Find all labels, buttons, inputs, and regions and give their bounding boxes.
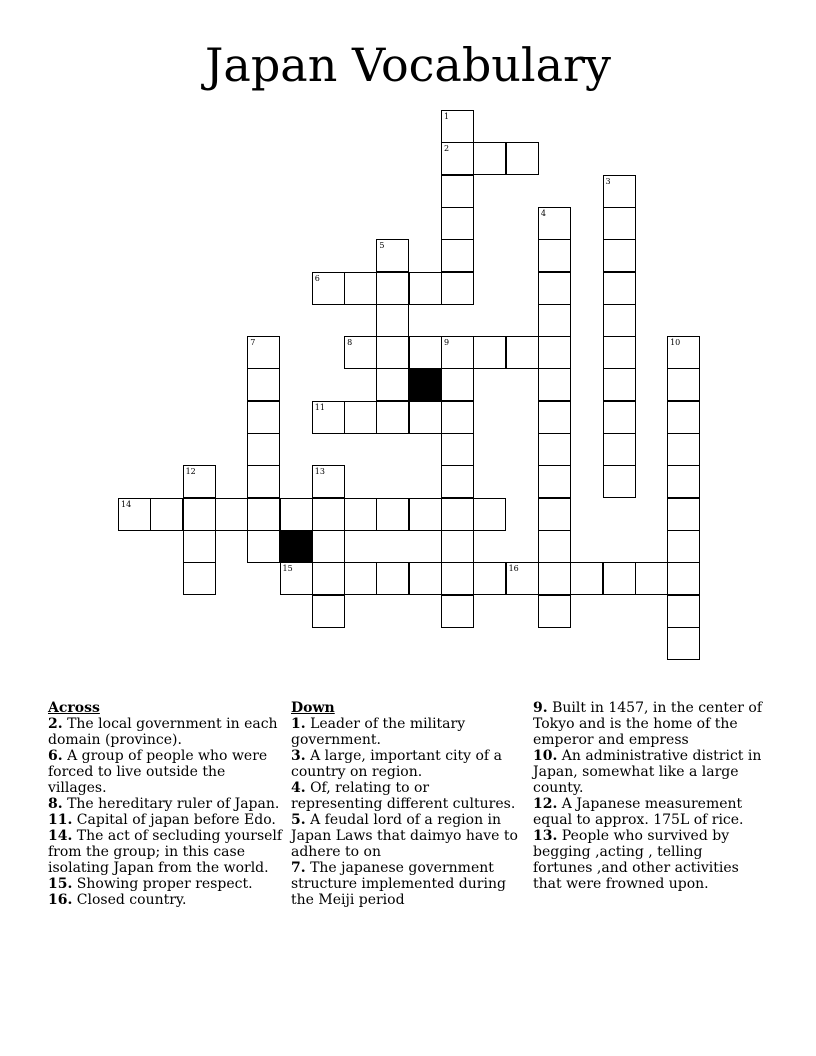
grid-cell[interactable] [409, 562, 442, 595]
grid-cell[interactable] [603, 336, 636, 369]
grid-cell[interactable] [312, 401, 345, 434]
grid-cell[interactable] [247, 336, 280, 369]
grid-cell[interactable] [538, 304, 571, 337]
clue-number: 16 [508, 564, 519, 574]
grid-cell[interactable] [441, 272, 474, 305]
clue-text: A feudal lord of a region in Japan Laws that daimyo have to adhere to on [291, 812, 518, 860]
grid-cell[interactable] [344, 272, 377, 305]
clue-number: 9 [444, 338, 450, 348]
grid-cell[interactable] [409, 401, 442, 434]
grid-cell[interactable] [538, 401, 571, 434]
clue-item [48, 716, 284, 748]
grid-cell[interactable] [247, 465, 280, 498]
grid-cell[interactable] [215, 498, 248, 531]
grid-cell[interactable] [667, 401, 700, 434]
grid-cell[interactable] [603, 368, 636, 401]
clue-number-label: 7. [291, 860, 306, 876]
grid-cell[interactable] [603, 465, 636, 498]
grid-cell[interactable] [312, 562, 345, 595]
clue-number: 15 [282, 564, 293, 574]
clue-text: The act of secluding yourself from the group; in this case isolating Japan from the world. [48, 828, 283, 876]
clue-number-label: 5. [291, 812, 306, 828]
grid-cell[interactable] [183, 530, 216, 563]
grid-cell[interactable] [603, 433, 636, 466]
grid-cell[interactable] [570, 562, 603, 595]
grid-cell[interactable] [603, 175, 636, 208]
clue-item [48, 892, 284, 908]
clue-number-label: 10. [533, 748, 558, 764]
clue-number-label: 12. [533, 796, 558, 812]
clue-number: 2 [444, 144, 450, 154]
clue-number-label: 4. [291, 780, 306, 796]
grid-cell[interactable] [538, 207, 571, 240]
clue-number: 6 [314, 273, 320, 283]
grid-cell[interactable] [667, 627, 700, 660]
clue-text: Showing proper respect. [72, 876, 253, 892]
down-clues [291, 700, 523, 908]
grid-cell[interactable] [667, 562, 700, 595]
clue-item [533, 828, 765, 892]
clue-text: The hereditary ruler of Japan. [62, 796, 280, 812]
clue-number: 7 [250, 338, 256, 348]
grid-cell[interactable] [506, 562, 539, 595]
clue-text: Of, relating to or representing different cultures. [291, 780, 516, 812]
clue-number: 14 [121, 499, 132, 509]
grid-cell[interactable] [441, 368, 474, 401]
clue-item [291, 748, 523, 780]
grid-cell[interactable] [538, 433, 571, 466]
grid-cell[interactable] [312, 498, 345, 531]
grid-cell[interactable] [183, 562, 216, 595]
black-square [409, 368, 442, 401]
grid-cell[interactable] [376, 272, 409, 305]
grid-cell[interactable] [667, 595, 700, 628]
clue-item [48, 828, 284, 876]
grid-cell[interactable] [312, 465, 345, 498]
grid-cell[interactable] [538, 562, 571, 595]
clue-text: Leader of the military government. [291, 716, 466, 748]
clue-text: Closed country. [72, 892, 187, 908]
grid-cell[interactable] [603, 304, 636, 337]
grid-cell[interactable] [150, 498, 183, 531]
clue-number: 12 [185, 467, 196, 477]
clue-number: 3 [605, 176, 611, 186]
across-heading: Across [48, 700, 100, 716]
grid-cell[interactable] [473, 498, 506, 531]
grid-cell[interactable] [376, 401, 409, 434]
clue-number-label: 9. [533, 700, 548, 716]
clue-number: 1 [444, 112, 450, 121]
grid-cell[interactable] [441, 465, 474, 498]
clue-item [533, 748, 765, 796]
clue-text: Built in 1457, in the center of Tokyo and is the home of the emperor and empress [533, 700, 763, 748]
grid-cell[interactable] [603, 272, 636, 305]
clue-number-label: 2. [48, 716, 63, 732]
grid-cell[interactable] [473, 562, 506, 595]
clue-item [48, 748, 284, 796]
grid-cell[interactable] [667, 336, 700, 369]
grid-cell[interactable] [183, 465, 216, 498]
clue-number: 5 [379, 241, 385, 251]
black-square [280, 530, 313, 563]
grid-cell[interactable] [441, 401, 474, 434]
grid-cell[interactable] [667, 433, 700, 466]
clue-number-label: 16. [48, 892, 73, 908]
grid-cell[interactable] [538, 465, 571, 498]
grid-cell[interactable] [441, 562, 474, 595]
grid-cell[interactable] [409, 272, 442, 305]
clue-number-label: 3. [291, 748, 306, 764]
clue-item [48, 812, 284, 828]
grid-cell[interactable] [506, 336, 539, 369]
grid-cell[interactable] [473, 336, 506, 369]
grid-cell[interactable] [441, 336, 474, 369]
grid-cell[interactable] [538, 498, 571, 531]
clue-number-label: 1. [291, 716, 306, 732]
grid-cell[interactable] [280, 562, 313, 595]
grid-cell[interactable] [441, 142, 474, 175]
clue-text: A group of people who were forced to live outside the villages. [48, 748, 268, 796]
clue-item [291, 812, 523, 860]
grid-cell[interactable] [538, 239, 571, 272]
grid-cell[interactable] [635, 562, 668, 595]
clue-item [291, 780, 523, 812]
grid-cell[interactable] [344, 401, 377, 434]
grid-cell[interactable] [247, 530, 280, 563]
clue-text: The local government in each domain (province). [48, 716, 278, 748]
grid-cell[interactable] [603, 207, 636, 240]
grid-cell[interactable] [441, 530, 474, 563]
grid-cell[interactable] [409, 498, 442, 531]
grid-cell[interactable] [312, 595, 345, 628]
grid-cell[interactable] [376, 368, 409, 401]
grid-cell[interactable] [667, 465, 700, 498]
grid-cell[interactable] [312, 272, 345, 305]
grid-cell[interactable] [441, 207, 474, 240]
grid-cell[interactable] [409, 336, 442, 369]
clue-text: People who survived by begging ,acting , telling fortunes ,and other activities that were frowned upon. [533, 828, 739, 892]
grid-cell[interactable] [376, 498, 409, 531]
grid-cell[interactable] [247, 498, 280, 531]
grid-cell[interactable] [247, 401, 280, 434]
grid-cell[interactable] [247, 368, 280, 401]
grid-cell[interactable] [603, 239, 636, 272]
grid-cell[interactable] [441, 498, 474, 531]
clue-text: A Japanese measurement equal to approx. 175L of rice. [533, 796, 744, 828]
grid-cell[interactable] [441, 110, 474, 143]
clue-number: 13 [314, 467, 325, 477]
grid-cell[interactable] [538, 595, 571, 628]
grid-cell[interactable] [667, 530, 700, 563]
clue-item [533, 700, 765, 748]
clue-number: 11 [314, 402, 325, 412]
grid-cell[interactable] [376, 336, 409, 369]
clue-number-label: 14. [48, 828, 73, 844]
clue-number-label: 6. [48, 748, 63, 764]
clue-item [48, 796, 284, 812]
grid-cell[interactable] [441, 239, 474, 272]
grid-cell[interactable] [473, 142, 506, 175]
grid-cell[interactable] [376, 304, 409, 337]
clue-number-label: 8. [48, 796, 63, 812]
across-clues [48, 700, 284, 908]
clue-text: The japanese government structure implemented during the Meiji period [291, 860, 506, 908]
grid-cell[interactable] [344, 498, 377, 531]
down-heading: Down [291, 700, 335, 716]
grid-cell[interactable] [118, 498, 151, 531]
grid-cell[interactable] [538, 530, 571, 563]
clue-text: A large, important city of a country on region. [291, 748, 502, 780]
grid-cell[interactable] [312, 530, 345, 563]
grid-cell[interactable] [603, 401, 636, 434]
grid-cell[interactable] [441, 595, 474, 628]
grid-cell[interactable] [667, 498, 700, 531]
grid-cell[interactable] [344, 562, 377, 595]
grid-cell[interactable] [376, 562, 409, 595]
clue-text: Capital of japan before Edo. [72, 812, 276, 828]
grid-cell[interactable] [506, 142, 539, 175]
grid-cell[interactable] [344, 336, 377, 369]
grid-cell[interactable] [538, 336, 571, 369]
clue-item [291, 860, 523, 908]
clue-text: An administrative district in Japan, somewhat like a large county. [533, 748, 762, 796]
clue-item [291, 716, 523, 748]
clue-item [48, 876, 284, 892]
grid-cell[interactable] [538, 272, 571, 305]
grid-cell[interactable] [376, 239, 409, 272]
clue-item [533, 796, 765, 828]
grid-cell[interactable] [538, 368, 571, 401]
clue-number-label: 15. [48, 876, 73, 892]
grid-cell[interactable] [183, 498, 216, 531]
grid-cell[interactable] [247, 433, 280, 466]
puzzle-title: Japan Vocabulary [204, 38, 612, 92]
clue-number-label: 11. [48, 812, 73, 828]
grid-cell[interactable] [441, 175, 474, 208]
clue-number: 10 [670, 338, 681, 348]
grid-cell[interactable] [280, 498, 313, 531]
grid-cell[interactable] [441, 433, 474, 466]
grid-cell[interactable] [667, 368, 700, 401]
clue-number: 4 [540, 208, 546, 218]
clue-number: 8 [347, 338, 353, 348]
clue-number-label: 13. [533, 828, 558, 844]
grid-cell[interactable] [603, 562, 636, 595]
down-clues-continued [533, 700, 765, 892]
